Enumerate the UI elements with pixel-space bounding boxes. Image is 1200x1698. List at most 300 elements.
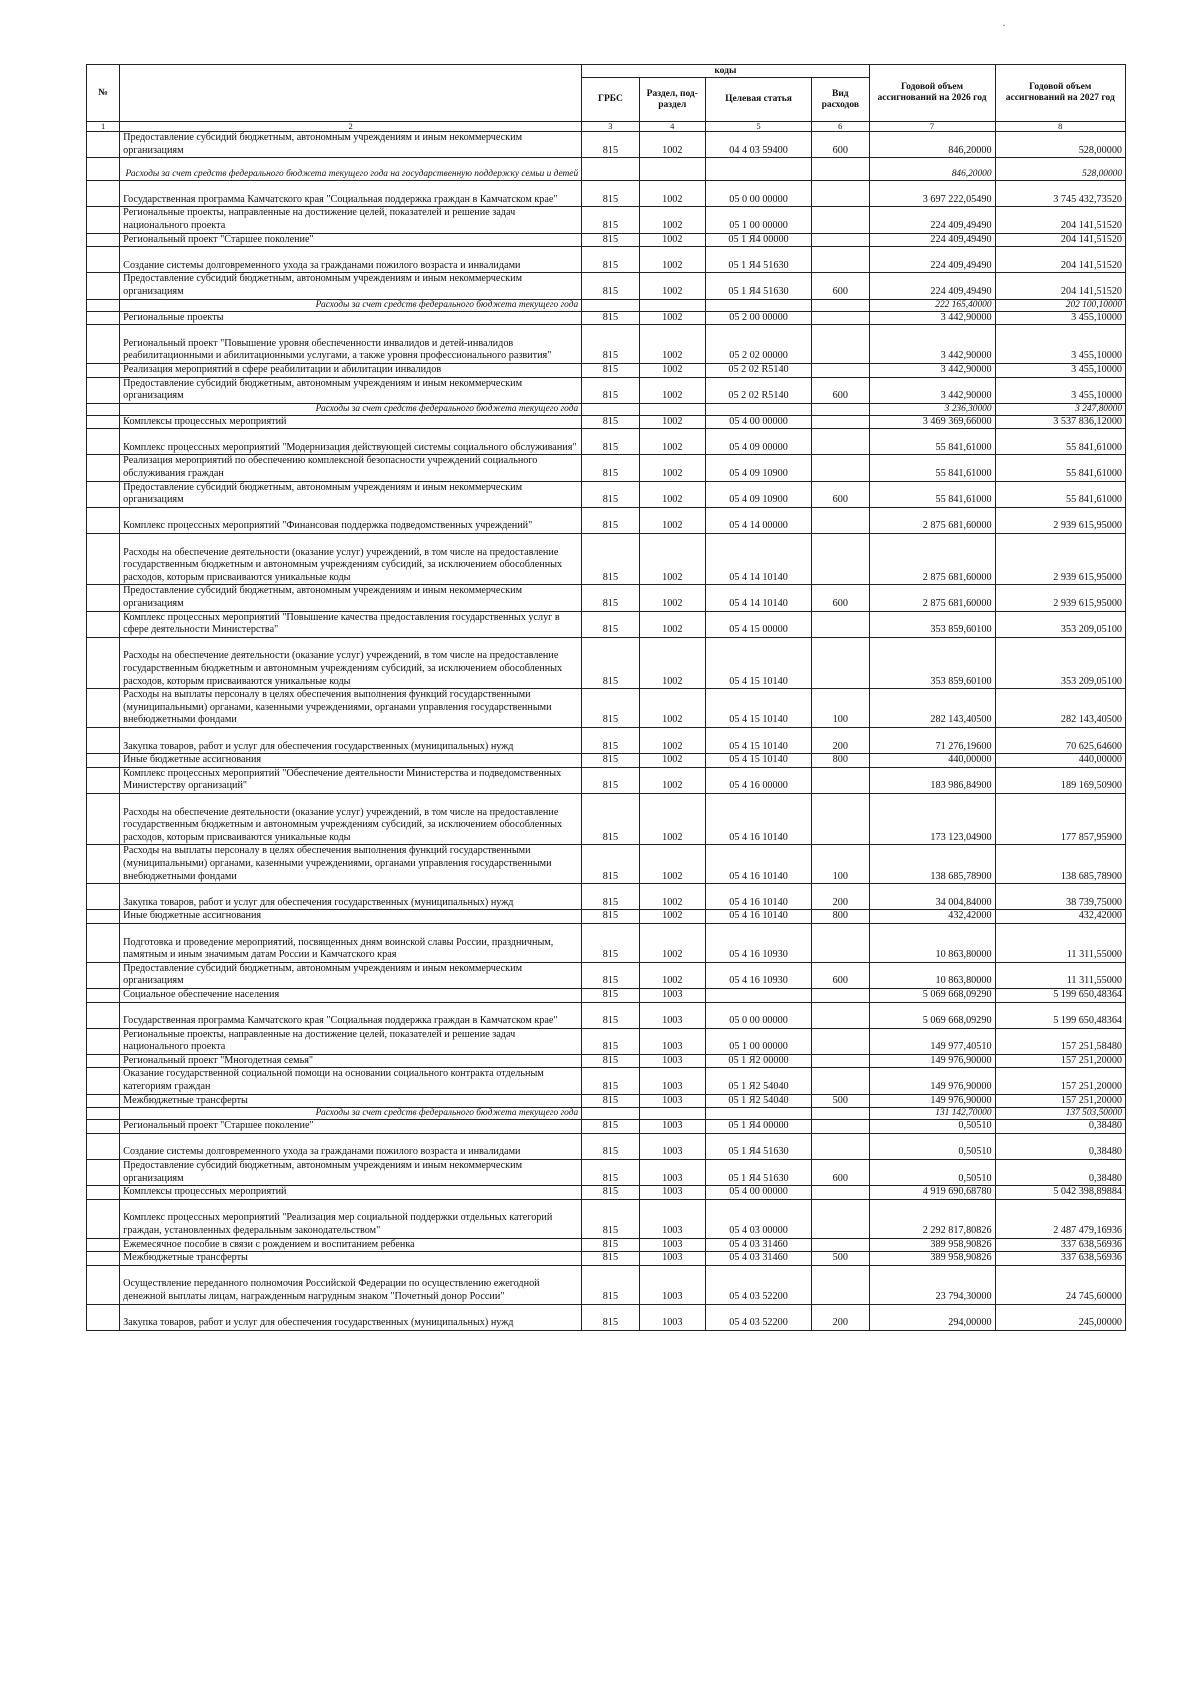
target-cell: 05 4 16 10140 [705,910,811,924]
grbs-cell: 815 [582,611,639,637]
section-cell: 1003 [639,1002,705,1028]
vid-cell [812,1238,869,1252]
grbs-cell: 815 [582,311,639,325]
section-cell: 1003 [639,1199,705,1238]
no-cell [87,455,120,481]
no-cell [87,923,120,962]
target-cell: 05 1 00 00000 [705,207,811,233]
header-target: Целевая статья [705,78,811,122]
grbs-cell: 815 [582,455,639,481]
amount-2026-cell: 2 875 681,60000 [869,507,995,533]
name-cell: Расходы на выплаты персоналу в целях обеспечения выполнения функций государственными (муниципальными) органами, казенными учреждениями, органами управления государственными внебюджетными фондами [120,845,582,884]
colnum: 2 [120,122,582,132]
name-cell: Региональные проекты, направленные на достижение целей, показателей и решение задач национального проекта [120,207,582,233]
section-cell: 1003 [639,1028,705,1054]
target-cell: 05 1 Я4 00000 [705,1120,811,1134]
vid-cell [812,534,869,585]
table-row [87,132,1126,158]
amount-2026-cell: 3 469 369,66000 [869,415,995,429]
section-cell: 1002 [639,481,705,507]
amount-2026-cell: 224 409,49490 [869,233,995,247]
scan-dot: · [1002,18,1006,32]
grbs-cell: 815 [582,1068,639,1094]
target-cell: 05 4 03 00000 [705,1199,811,1238]
table-row [87,611,1126,637]
no-cell [87,1094,120,1108]
grbs-cell: 815 [582,1028,639,1054]
amount-2026-cell: 3 442,90000 [869,325,995,364]
vid-cell [812,1265,869,1304]
section-cell: 1002 [639,207,705,233]
section-cell: 1003 [639,1054,705,1068]
target-cell: 05 4 16 10930 [705,962,811,988]
section-cell: 1002 [639,325,705,364]
grbs-cell: 815 [582,1133,639,1159]
table-row-federal-share [87,1108,1126,1120]
table-row [87,767,1126,793]
grbs-cell: 815 [582,962,639,988]
name-cell: Иные бюджетные ассигнования [120,910,582,924]
section-cell: 1002 [639,611,705,637]
amount-2026-cell: 149 976,90000 [869,1054,995,1068]
name-cell: Социальное обеспечение населения [120,988,582,1002]
table-row [87,728,1126,754]
grbs-cell: 815 [582,325,639,364]
grbs-cell: 815 [582,1265,639,1304]
no-cell [87,988,120,1002]
vid-cell [812,207,869,233]
amount-2026-cell: 55 841,61000 [869,455,995,481]
no-cell [87,845,120,884]
header-row-1 [87,65,1126,78]
grbs-cell: 815 [582,415,639,429]
grbs-cell: 815 [582,845,639,884]
target-cell: 05 4 00 00000 [705,1186,811,1200]
amount-2027-cell: 204 141,51520 [995,233,1125,247]
vid-cell [812,403,869,415]
target-cell: 05 2 00 00000 [705,311,811,325]
table-row [87,845,1126,884]
amount-2026-cell: 5 069 668,09290 [869,1002,995,1028]
amount-2026-cell: 3 236,30000 [869,403,995,415]
amount-2026-cell: 353 859,60100 [869,637,995,688]
no-cell [87,403,120,415]
section-cell: 1002 [639,728,705,754]
amount-2027-cell: 138 685,78900 [995,845,1125,884]
amount-2026-cell: 34 004,84000 [869,884,995,910]
vid-cell: 500 [812,1252,869,1266]
amount-2027-cell: 528,00000 [995,132,1125,158]
no-cell [87,1199,120,1238]
vid-cell [812,363,869,377]
name-cell: Закупка товаров, работ и услуг для обеспечения государственных (муниципальных) нужд [120,1304,582,1330]
vid-cell: 600 [812,585,869,611]
target-cell: 05 2 02 R5140 [705,377,811,403]
amount-2026-cell: 149 976,90000 [869,1068,995,1094]
amount-2027-cell: 0,38480 [995,1160,1125,1186]
column-number-row [87,122,1126,132]
table-row [87,247,1126,273]
header-vid: Вид расходов [812,78,869,122]
target-cell: 05 1 Я4 51630 [705,1160,811,1186]
target-cell: 05 4 00 00000 [705,415,811,429]
table-row-federal-share [87,403,1126,415]
name-cell: Региональный проект "Повышение уровня обеспеченности инвалидов и детей-инвалидов реабилитационными и абилитационными услугами, а также уровня профессионального развития" [120,325,582,364]
target-cell: 05 4 15 10140 [705,689,811,728]
grbs-cell: 815 [582,273,639,299]
header-grbs: ГРБС [582,78,639,122]
name-cell: Региональный проект "Многодетная семья" [120,1054,582,1068]
table-row [87,884,1126,910]
table-row-federal-share [87,158,1126,181]
vid-cell [812,325,869,364]
grbs-cell: 815 [582,767,639,793]
no-cell [87,233,120,247]
section-cell: 1002 [639,534,705,585]
table-row [87,923,1126,962]
amount-2027-cell: 3 247,80000 [995,403,1125,415]
amount-2027-cell: 24 745,60000 [995,1265,1125,1304]
name-cell: Расходы на обеспечение деятельности (оказание услуг) учреждений, в том числе на предоставление государственным бюджетным и автономным учреждениям субсидий, за исключением обособленных расходов, которым присваиваются уникальные коды [120,534,582,585]
no-cell [87,415,120,429]
amount-2026-cell: 2 875 681,60000 [869,585,995,611]
no-cell [87,884,120,910]
target-cell: 05 1 Я2 00000 [705,1054,811,1068]
target-cell: 05 4 03 52200 [705,1265,811,1304]
name-cell: Расходы за счет средств федерального бюджета текущего года [120,1108,582,1120]
amount-2027-cell: 157 251,20000 [995,1068,1125,1094]
amount-2026-cell: 389 958,90826 [869,1252,995,1266]
grbs-cell: 815 [582,988,639,1002]
amount-2026-cell: 149 977,40510 [869,1028,995,1054]
target-cell: 05 1 Я2 54040 [705,1094,811,1108]
section-cell: 1002 [639,377,705,403]
amount-2027-cell: 337 638,56936 [995,1252,1125,1266]
table-row [87,962,1126,988]
vid-cell [812,415,869,429]
table-row [87,910,1126,924]
name-cell: Расходы за счет средств федерального бюджета текущего года на государственную поддержку семьи и детей [120,158,582,181]
amount-2026-cell: 55 841,61000 [869,429,995,455]
vid-cell [812,767,869,793]
table-row [87,455,1126,481]
amount-2026-cell: 0,50510 [869,1120,995,1134]
table-row [87,363,1126,377]
table-row [87,311,1126,325]
section-cell: 1002 [639,793,705,844]
grbs-cell: 815 [582,1054,639,1068]
target-cell: 05 4 14 10140 [705,534,811,585]
name-cell: Комплекс процессных мероприятий "Реализация мер социальной поддержки отдельных категорий граждан, установленных федеральным законодательством" [120,1199,582,1238]
target-cell: 05 0 00 00000 [705,1002,811,1028]
table-row [87,1265,1126,1304]
target-cell: 05 4 03 31460 [705,1238,811,1252]
target-cell: 05 4 15 10140 [705,754,811,768]
amount-2027-cell: 202 100,10000 [995,299,1125,311]
colnum: 3 [582,122,639,132]
no-cell [87,962,120,988]
grbs-cell: 815 [582,1120,639,1134]
colnum: 6 [812,122,869,132]
vid-cell [812,611,869,637]
section-cell: 1002 [639,884,705,910]
amount-2027-cell: 157 251,20000 [995,1094,1125,1108]
target-cell: 05 0 00 00000 [705,181,811,207]
name-cell: Предоставление субсидий бюджетным, автономным учреждениям и иным некоммерческим организациям [120,377,582,403]
amount-2027-cell: 2 939 615,95000 [995,507,1125,533]
target-cell: 05 4 14 10140 [705,585,811,611]
amount-2026-cell: 3 442,90000 [869,311,995,325]
vid-cell: 200 [812,884,869,910]
table-row [87,1160,1126,1186]
table-row [87,1068,1126,1094]
no-cell [87,585,120,611]
amount-2027-cell: 5 199 650,48364 [995,1002,1125,1028]
vid-cell [812,988,869,1002]
no-cell [87,363,120,377]
grbs-cell: 815 [582,1094,639,1108]
amount-2026-cell: 282 143,40500 [869,689,995,728]
amount-2026-cell: 183 986,84900 [869,767,995,793]
target-cell: 05 1 Я2 54040 [705,1068,811,1094]
header-2026: Годовой объем ассигнований на 2026 год [869,65,995,122]
vid-cell [812,247,869,273]
name-cell: Расходы на обеспечение деятельности (оказание услуг) учреждений, в том числе на предоставление государственным бюджетным и автономным учреждениям субсидий, за исключением обособленных расходов, которым присваиваются уникальные коды [120,793,582,844]
target-cell: 05 4 16 10140 [705,884,811,910]
section-cell: 1003 [639,1238,705,1252]
table-row [87,377,1126,403]
vid-cell [812,1108,869,1120]
no-cell [87,429,120,455]
budget-table [86,64,1126,1331]
table-row [87,1199,1126,1238]
no-cell [87,754,120,768]
amount-2026-cell: 224 409,49490 [869,247,995,273]
no-cell [87,1238,120,1252]
amount-2027-cell: 137 503,50000 [995,1108,1125,1120]
name-cell: Предоставление субсидий бюджетным, автономным учреждениям и иным некоммерческим организациям [120,962,582,988]
target-cell [705,158,811,181]
table-row [87,1028,1126,1054]
vid-cell: 100 [812,845,869,884]
table-row [87,207,1126,233]
amount-2026-cell: 846,20000 [869,132,995,158]
section-cell: 1002 [639,507,705,533]
no-cell [87,1108,120,1120]
section-cell: 1002 [639,415,705,429]
amount-2027-cell: 5 199 650,48364 [995,988,1125,1002]
grbs-cell: 815 [582,507,639,533]
amount-2026-cell: 138 685,78900 [869,845,995,884]
target-cell: 05 4 09 00000 [705,429,811,455]
grbs-cell: 815 [582,181,639,207]
grbs-cell: 815 [582,637,639,688]
name-cell: Реализация мероприятий по обеспечению комплексной безопасности учреждений социального обслуживания граждан [120,455,582,481]
grbs-cell: 815 [582,207,639,233]
name-cell: Расходы за счет средств федерального бюджета текущего года [120,299,582,311]
target-cell: 05 4 16 10930 [705,923,811,962]
table-row [87,988,1126,1002]
vid-cell: 600 [812,481,869,507]
amount-2027-cell: 204 141,51520 [995,207,1125,233]
header-2027: Годовой объем ассигнований на 2027 год [995,65,1125,122]
section-cell: 1003 [639,1160,705,1186]
no-cell [87,1068,120,1094]
no-cell [87,611,120,637]
no-cell [87,311,120,325]
section-cell: 1002 [639,845,705,884]
vid-cell [812,923,869,962]
name-cell: Создание системы долговременного ухода за гражданами пожилого возраста и инвалидами [120,1133,582,1159]
table-row [87,1186,1126,1200]
no-cell [87,1054,120,1068]
amount-2026-cell: 224 409,49490 [869,207,995,233]
section-cell: 1003 [639,1265,705,1304]
no-cell [87,1265,120,1304]
name-cell: Расходы за счет средств федерального бюджета текущего года [120,403,582,415]
grbs-cell: 815 [582,689,639,728]
vid-cell [812,507,869,533]
grbs-cell [582,299,639,311]
section-cell: 1003 [639,1252,705,1266]
grbs-cell: 815 [582,429,639,455]
name-cell: Региональные проекты [120,311,582,325]
table-row [87,181,1126,207]
grbs-cell: 815 [582,754,639,768]
vid-cell [812,1133,869,1159]
section-cell: 1002 [639,273,705,299]
no-cell [87,325,120,364]
vid-cell: 800 [812,910,869,924]
name-cell: Комплекс процессных мероприятий "Обеспечение деятельности Министерства и подведомственных Министерству организаций" [120,767,582,793]
no-cell [87,207,120,233]
no-cell [87,273,120,299]
section-cell: 1002 [639,455,705,481]
name-cell: Осуществление переданного полномочия Российской Федерации по осуществлению ежегодной денежной выплаты лицам, награжденным нагрудным знаком "Почетный донор России" [120,1265,582,1304]
target-cell: 05 1 00 00000 [705,1028,811,1054]
section-cell: 1003 [639,1094,705,1108]
name-cell: Предоставление субсидий бюджетным, автономным учреждениям и иным некоммерческим организациям [120,585,582,611]
table-row-federal-share [87,299,1126,311]
name-cell: Предоставление субсидий бюджетным, автономным учреждениям и иным некоммерческим организациям [120,132,582,158]
colnum: 7 [869,122,995,132]
no-cell [87,247,120,273]
amount-2026-cell: 131 142,70000 [869,1108,995,1120]
grbs-cell: 815 [582,1199,639,1238]
grbs-cell: 815 [582,1238,639,1252]
target-cell: 05 1 Я4 51630 [705,273,811,299]
vid-cell [812,311,869,325]
section-cell: 1002 [639,132,705,158]
table-row [87,1120,1126,1134]
target-cell: 05 4 16 10140 [705,845,811,884]
amount-2027-cell: 3 455,10000 [995,325,1125,364]
amount-2027-cell: 5 042 398,89884 [995,1186,1125,1200]
name-cell: Предоставление субсидий бюджетным, автономным учреждениям и иным некоммерческим организациям [120,1160,582,1186]
amount-2027-cell: 2 487 479,16936 [995,1199,1125,1238]
amount-2026-cell: 0,50510 [869,1160,995,1186]
amount-2027-cell: 0,38480 [995,1120,1125,1134]
vid-cell: 600 [812,273,869,299]
vid-cell [812,1120,869,1134]
name-cell: Расходы на выплаты персоналу в целях обеспечения выполнения функций государственными (муниципальными) органами, казенными учреждениями, органами управления государственными внебюджетными фондами [120,689,582,728]
amount-2026-cell: 294,00000 [869,1304,995,1330]
section-cell: 1003 [639,1120,705,1134]
vid-cell: 600 [812,962,869,988]
amount-2027-cell: 3 745 432,73520 [995,181,1125,207]
target-cell: 05 1 Я4 51630 [705,247,811,273]
no-cell [87,1002,120,1028]
section-cell [639,158,705,181]
section-cell: 1003 [639,1133,705,1159]
target-cell: 05 4 14 00000 [705,507,811,533]
amount-2027-cell: 3 537 836,12000 [995,415,1125,429]
amount-2026-cell: 10 863,80000 [869,962,995,988]
table-row [87,233,1126,247]
target-cell: 05 4 16 00000 [705,767,811,793]
section-cell: 1003 [639,1304,705,1330]
grbs-cell [582,403,639,415]
section-cell: 1002 [639,754,705,768]
vid-cell [812,637,869,688]
name-cell: Закупка товаров, работ и услуг для обеспечения государственных (муниципальных) нужд [120,884,582,910]
amount-2027-cell: 177 857,95900 [995,793,1125,844]
budget-sheet [86,64,1126,1331]
amount-2026-cell: 10 863,80000 [869,923,995,962]
header-codes: коды [582,65,869,78]
vid-cell [812,299,869,311]
vid-cell [812,455,869,481]
section-cell [639,299,705,311]
section-cell: 1003 [639,988,705,1002]
no-cell [87,793,120,844]
grbs-cell: 815 [582,247,639,273]
amount-2027-cell: 11 311,55000 [995,923,1125,962]
vid-cell: 600 [812,132,869,158]
grbs-cell: 815 [582,585,639,611]
vid-cell [812,233,869,247]
name-cell: Предоставление субсидий бюджетным, автономным учреждениям и иным некоммерческим организациям [120,273,582,299]
target-cell: 05 4 15 10140 [705,728,811,754]
grbs-cell: 815 [582,377,639,403]
vid-cell [812,1068,869,1094]
amount-2026-cell: 3 442,90000 [869,377,995,403]
vid-cell: 200 [812,1304,869,1330]
grbs-cell [582,158,639,181]
table-row [87,1304,1126,1330]
no-cell [87,534,120,585]
amount-2026-cell: 224 409,49490 [869,273,995,299]
amount-2026-cell: 71 276,19600 [869,728,995,754]
section-cell: 1002 [639,233,705,247]
grbs-cell: 815 [582,1186,639,1200]
amount-2027-cell: 55 841,61000 [995,481,1125,507]
target-cell: 05 2 02 00000 [705,325,811,364]
name-cell: Государственная программа Камчатского края "Социальная поддержка граждан в Камчатском крае" [120,181,582,207]
vid-cell [812,1054,869,1068]
amount-2027-cell: 432,42000 [995,910,1125,924]
name-cell: Расходы на обеспечение деятельности (оказание услуг) учреждений, в том числе на предоставление государственным бюджетным и автономным учреждениям субсидий, за исключением обособленных расходов, которым присваиваются уникальные коды [120,637,582,688]
section-cell [639,403,705,415]
section-cell: 1003 [639,1068,705,1094]
amount-2026-cell: 440,00000 [869,754,995,768]
target-cell [705,299,811,311]
name-cell: Региональные проекты, направленные на достижение целей, показателей и решение задач национального проекта [120,1028,582,1054]
target-cell: 05 4 09 10900 [705,481,811,507]
vid-cell: 600 [812,1160,869,1186]
amount-2027-cell: 204 141,51520 [995,273,1125,299]
amount-2026-cell: 432,42000 [869,910,995,924]
